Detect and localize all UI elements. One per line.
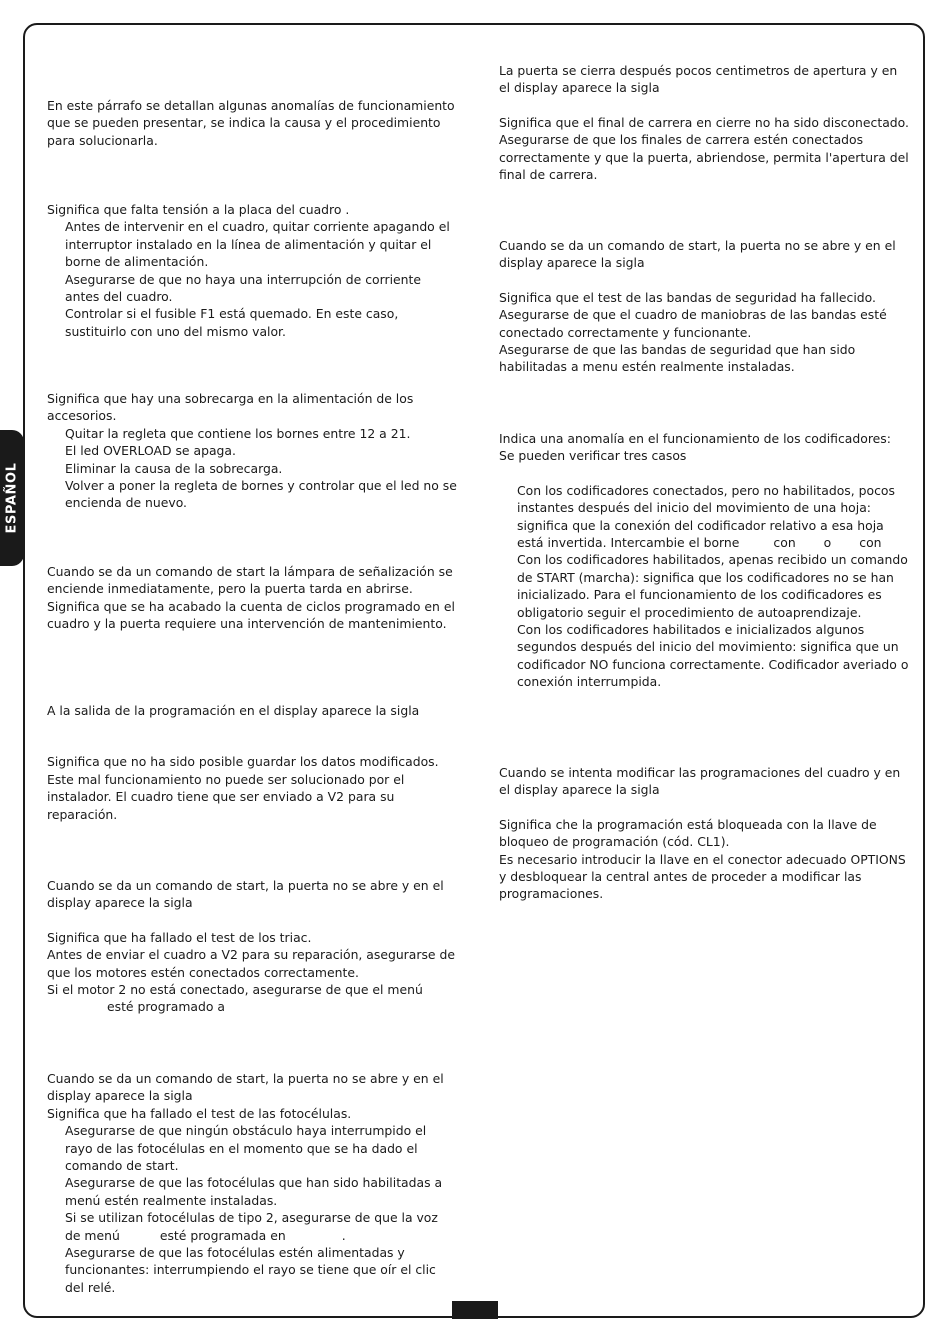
no-power-text: Significa que falta tensión a la placa del cuadro . <box>47 202 350 217</box>
list-item: Con los codificadores habilitados e inicializados algunos segundos después del inicio del movimiento: significa que un codificador NO funciona correctamente. Codificador averiado o conexión interrumpida. <box>517 622 909 690</box>
safety-edges-meaning: Significa que el test de las bandas de seguridad ha fallecido. Asegurarse de que el cuadro de maniobras de las bandas esté conectado correctamente y funcionante. <box>499 289 887 340</box>
list-item: Volver a poner la regleta de bornes y controlar que el led no se encienda de nuevo. <box>65 478 457 511</box>
list-item: Asegurarse de que ningún obstáculo haya interrumpido el rayo de las fotocélulas en el momento que se ha dado el comando de start. <box>65 1123 427 1174</box>
triac-section <box>47 877 457 1016</box>
list-item: Antes de intervenir en el cuadro, quitar corriente apagando el interruptor instalado en la línea de alimentación y quitar el borne de alimentación. <box>65 219 450 270</box>
list-item: Asegurarse de que las fotocélulas estén alimentadas y funcionantes: interrumpiendo el rayo se tiene que oír el clic del relé. <box>65 1245 436 1295</box>
intro-text: En este párrafo se detallan algunas anomalías de funcionamiento que se pueden presentar, se indica la causa y el procedimiento para solucionarla. <box>47 98 455 148</box>
cycle-count-meaning: Significa que se ha acabado la cuenta de ciclos programado en el cuadro y la puerta requiere una intervención de mantenimiento. <box>47 598 455 632</box>
memory-meaning: Significa que no ha sido posible guardar los datos modificados. Este mal funcionamiento no puede ser solucionado por el instalador. El cuadro tiene que ser enviado a V2 para su reparación. <box>47 754 439 822</box>
list-item: Si se utilizan fotocélulas de tipo 2, asegurarse de que la voz de menú esté programada en . <box>65 1210 438 1243</box>
encoder-text: Indica una anomalía en el funcionamiento de los codificadores: <box>499 431 891 446</box>
programming-lock-section <box>499 764 911 903</box>
list-item: Asegurarse de que las fotocélulas que han sido habilitadas a menú estén realmente instaladas. <box>65 1175 443 1208</box>
programming-lock-meaning: Significa che la programación está bloqueada con la llave de bloqueo de programación (cód. CL1). <box>499 816 877 850</box>
safety-edges-advice: Asegurarse de que las bandas de seguridad que han sido habilitadas a menu estén realmente instaladas. <box>499 342 856 375</box>
no-power-section <box>47 201 457 340</box>
photocell-section <box>47 1070 457 1296</box>
triac-meaning: Significa que ha fallado el test de los triac. <box>47 929 312 945</box>
triac-motor-2: Si el motor 2 no está conectado, asegurarse de que el menú esté programado a <box>47 982 423 1015</box>
memory-section <box>47 702 457 823</box>
encoder-section <box>499 430 911 691</box>
list-item: Quitar la regleta que contiene los bornes entre 12 a 21. <box>65 425 411 441</box>
list-item: Con los codificadores conectados, pero no habilitados, pocos instantes después del inicio del movimiento de una hoja: significa que la conexión del codificador relativo a esa hoja está invertida. Intercambie el borne con o con <box>517 482 895 551</box>
photocell-meaning: Significa que ha fallado el test de las fotocélulas. <box>47 1105 352 1121</box>
safety-edges-section <box>499 237 911 376</box>
programming-lock-advice: Es necesario introducir la llave en el conector adecuado OPTIONS y desbloquear la central antes de proceder a modificar las programaciones. <box>499 851 906 902</box>
limit-switch-meaning: Significa que el final de carrera en cierre no ha sido disconectado. Asegurarse de que los finales de carrera estén conectados correctamente y que la puerta, abriendose, permita l'apertura del final de carrera. <box>499 114 909 183</box>
encoder-cases: Se pueden verificar tres casos <box>499 448 687 464</box>
list-item: Eliminar la causa de la sobrecarga. <box>65 460 283 476</box>
overload-text: Significa que hay una sobrecarga en la alimentación de los accesorios. <box>47 391 414 424</box>
programming-lock-text: Cuando se intenta modificar las programaciones del cuadro y en el display aparece la sigla <box>499 765 901 798</box>
language-tab-label: ESPAÑOL <box>4 462 20 534</box>
memory-text: A la salida de la programación en el display aparece la sigla <box>47 703 420 718</box>
safety-edges-text: Cuando se da un comando de start, la puerta no se abre y en el display aparece la sigla <box>499 238 896 271</box>
overload-section <box>47 390 457 512</box>
list-item: Asegurarse de que no haya una interrupción de corriente antes del cuadro. <box>65 271 421 305</box>
intro-section <box>47 97 457 149</box>
limit-switch-text: La puerta se cierra después pocos centimetros de apertura y en el display aparece la sigla <box>499 63 898 96</box>
list-item: Con los codificadores habilitados, apenas recibido un comando de START (marcha): significa que los codificadores no se han inicializado. Para el funcionamiento de los codificadores es obligatorio seguir el procedimiento de autoaprendizaje. <box>517 552 908 620</box>
triac-text: Cuando se da un comando de start, la puerta no se abre y en el display aparece la sigla <box>47 878 444 911</box>
cycle-count-text: Cuando se da un comando de start la lámpara de señalización se enciende inmediatamente, pero la puerta tarda en abrirse. <box>47 564 453 597</box>
page-number-tab <box>452 1301 498 1319</box>
cycle-count-section <box>47 563 457 633</box>
limit-switch-section <box>499 62 911 183</box>
triac-advice: Antes de enviar el cuadro a V2 para su reparación, asegurarse de que los motores estén conectados correctamente. <box>47 947 455 980</box>
list-item: Controlar si el fusible F1 está quemado. En este caso, sustituirlo con uno del mismo valor. <box>65 306 399 339</box>
photocell-text: Cuando se da un comando de start, la puerta no se abre y en el display aparece la sigla <box>47 1071 444 1104</box>
list-item: El led OVERLOAD se apaga. <box>65 443 236 459</box>
